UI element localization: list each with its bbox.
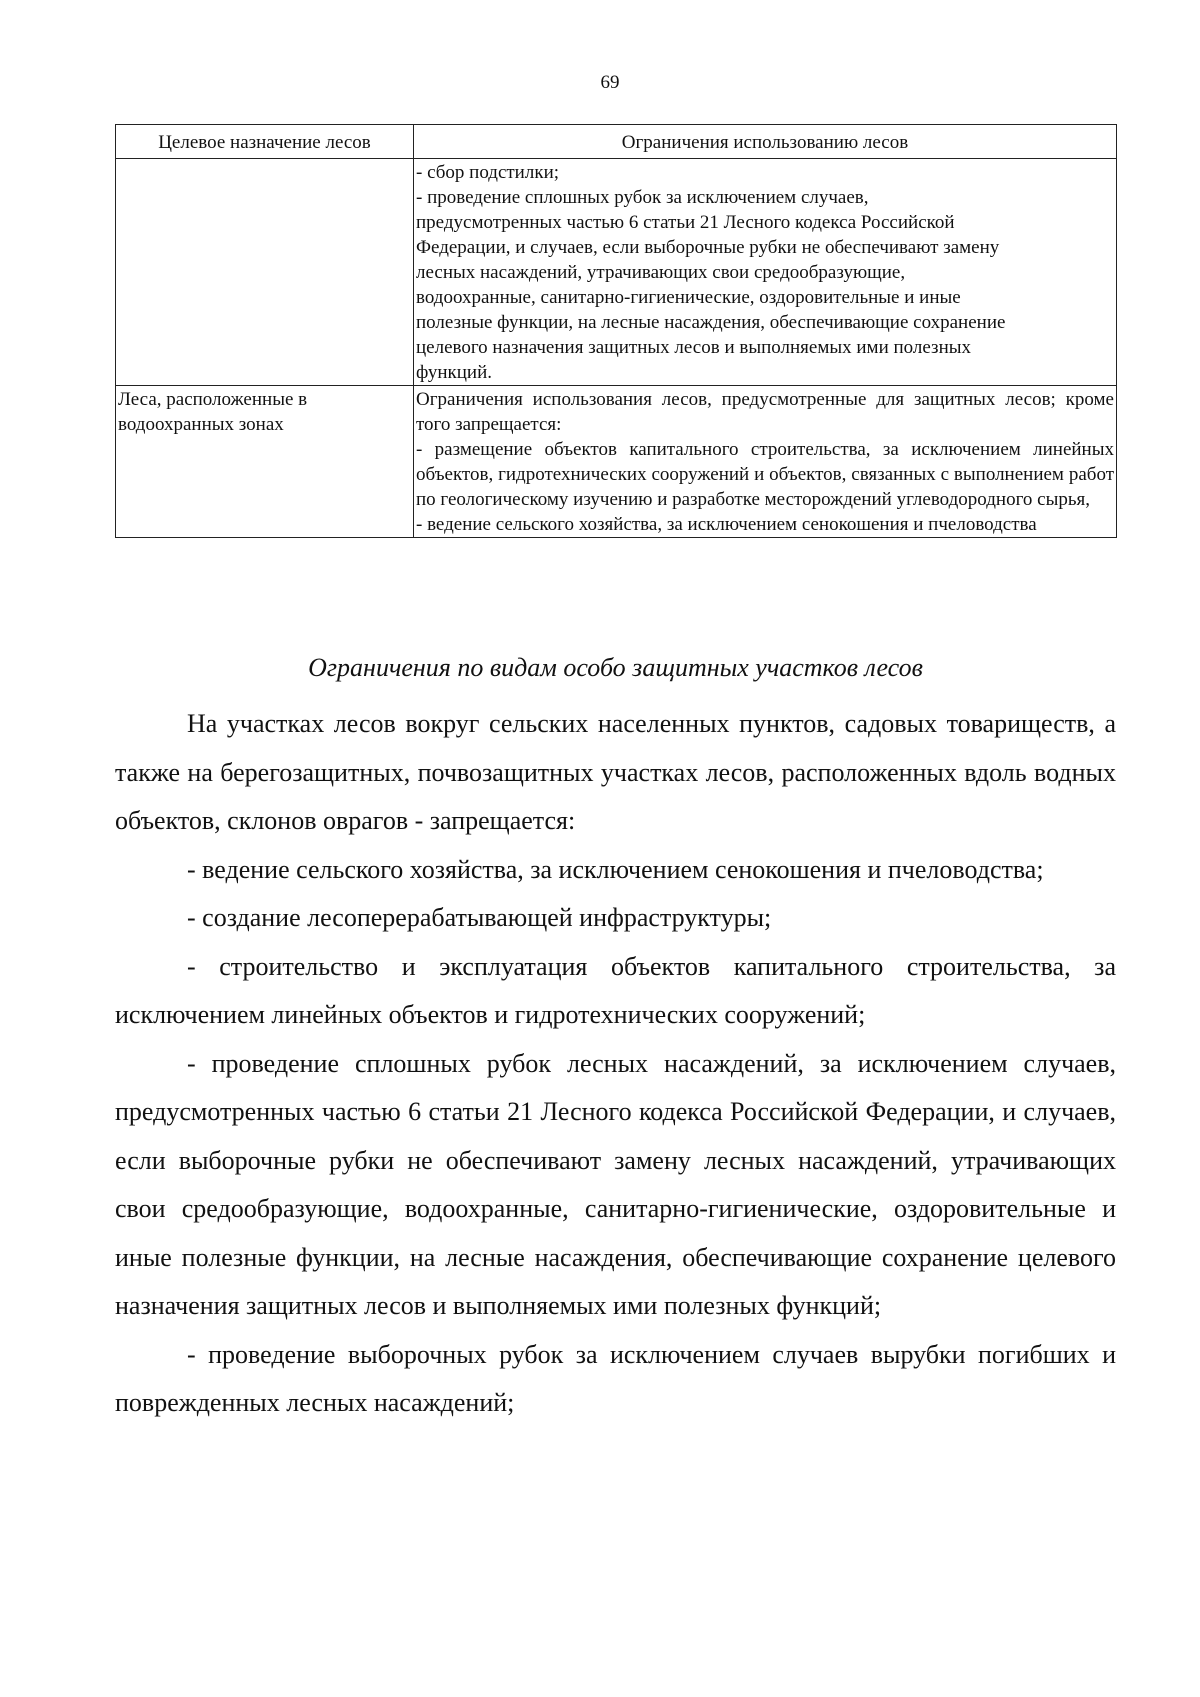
table-cell-purpose xyxy=(116,159,414,386)
table-cell-restrictions xyxy=(414,386,1117,538)
table-cell-restrictions xyxy=(414,159,1117,386)
restriction-line: полезные функции, на лесные насаждения, обеспечивающие сохранение xyxy=(416,312,1006,333)
table-row xyxy=(116,159,1117,386)
column-header-restrictions: Ограничения использованию лесов xyxy=(414,125,1117,159)
restriction-line: водоохранные, санитарно-гигиенические, оздоровительные и иные xyxy=(416,287,961,308)
restriction-item: - ведение сельского хозяйства, за исключением сенокошения и пчеловодства xyxy=(416,514,1037,535)
column-header-purpose: Целевое назначение лесов xyxy=(116,125,414,159)
body-paragraph: - строительство и эксплуатация объектов капитального строительства, за исключением линейных объектов и гидротехнических сооружений; xyxy=(115,951,1116,1029)
body-paragraph: - проведение сплошных рубок лесных насаждений, за исключением случаев, предусмотренных частью 6 статьи 21 Лесного кодекса Российской Федерации, и случаев, если выборочные рубки не обеспечивают замену лесных насаждений, утрачивающих свои средообразующие, водоохранные, санитарно-гигиенические, оздоровительные и иные полезные функции, на лесные насаждения, обеспечивающие сохранение целевого назначения защитных лесов и выполняемых ими полезных функций; xyxy=(115,1048,1116,1320)
restriction-line: - сбор подстилки; xyxy=(416,162,560,183)
restriction-line: целевого назначения защитных лесов и выполняемых ими полезных xyxy=(416,337,971,358)
restriction-intro: Ограничения использования лесов, предусмотренные для защитных лесов; кроме того запрещается: xyxy=(416,389,1114,435)
restriction-line: предусмотренных частью 6 статьи 21 Лесного кодекса Российской xyxy=(416,212,955,233)
table-cell-purpose: Леса, расположенные в водоохранных зонах xyxy=(116,386,414,538)
page-number: 69 xyxy=(600,72,620,93)
table-row xyxy=(116,386,1117,538)
body-paragraph: - ведение сельского хозяйства, за исключением сенокошения и пчеловодства; xyxy=(187,854,1044,884)
restriction-line: Федерации, и случаев, если выборочные рубки не обеспечивают замену xyxy=(416,237,1000,258)
section-body xyxy=(115,700,1116,1428)
forest-restrictions-table xyxy=(115,124,1117,538)
body-paragraph: - создание лесоперерабатывающей инфраструктуры; xyxy=(187,903,772,932)
restriction-line: лесных насаждений, утрачивающих свои средообразующие, xyxy=(416,262,906,283)
body-paragraph: На участках лесов вокруг сельских населенных пунктов, садовых товариществ, а также на берегозащитных, почвозащитных участках лесов, расположенных вдоль водных объектов, склонов оврагов - запрещается: xyxy=(115,709,1116,835)
restriction-item: - размещение объектов капитального строительства, за исключением линейных объектов, гидротехнических сооружений и объектов, связанных с выполнением работ по геологическому изучению и разработке месторождений углеводородного сырья, xyxy=(416,439,1114,510)
table-header-row xyxy=(116,125,1117,159)
restriction-line: функций. xyxy=(416,362,492,383)
restriction-line: - проведение сплошных рубок за исключением случаев, xyxy=(416,187,869,208)
body-paragraph: - проведение выборочных рубок за исключением случаев вырубки погибших и поврежденных лесных насаждений; xyxy=(115,1339,1116,1417)
section-title: Ограничения по видам особо защитных участков лесов xyxy=(308,653,923,682)
